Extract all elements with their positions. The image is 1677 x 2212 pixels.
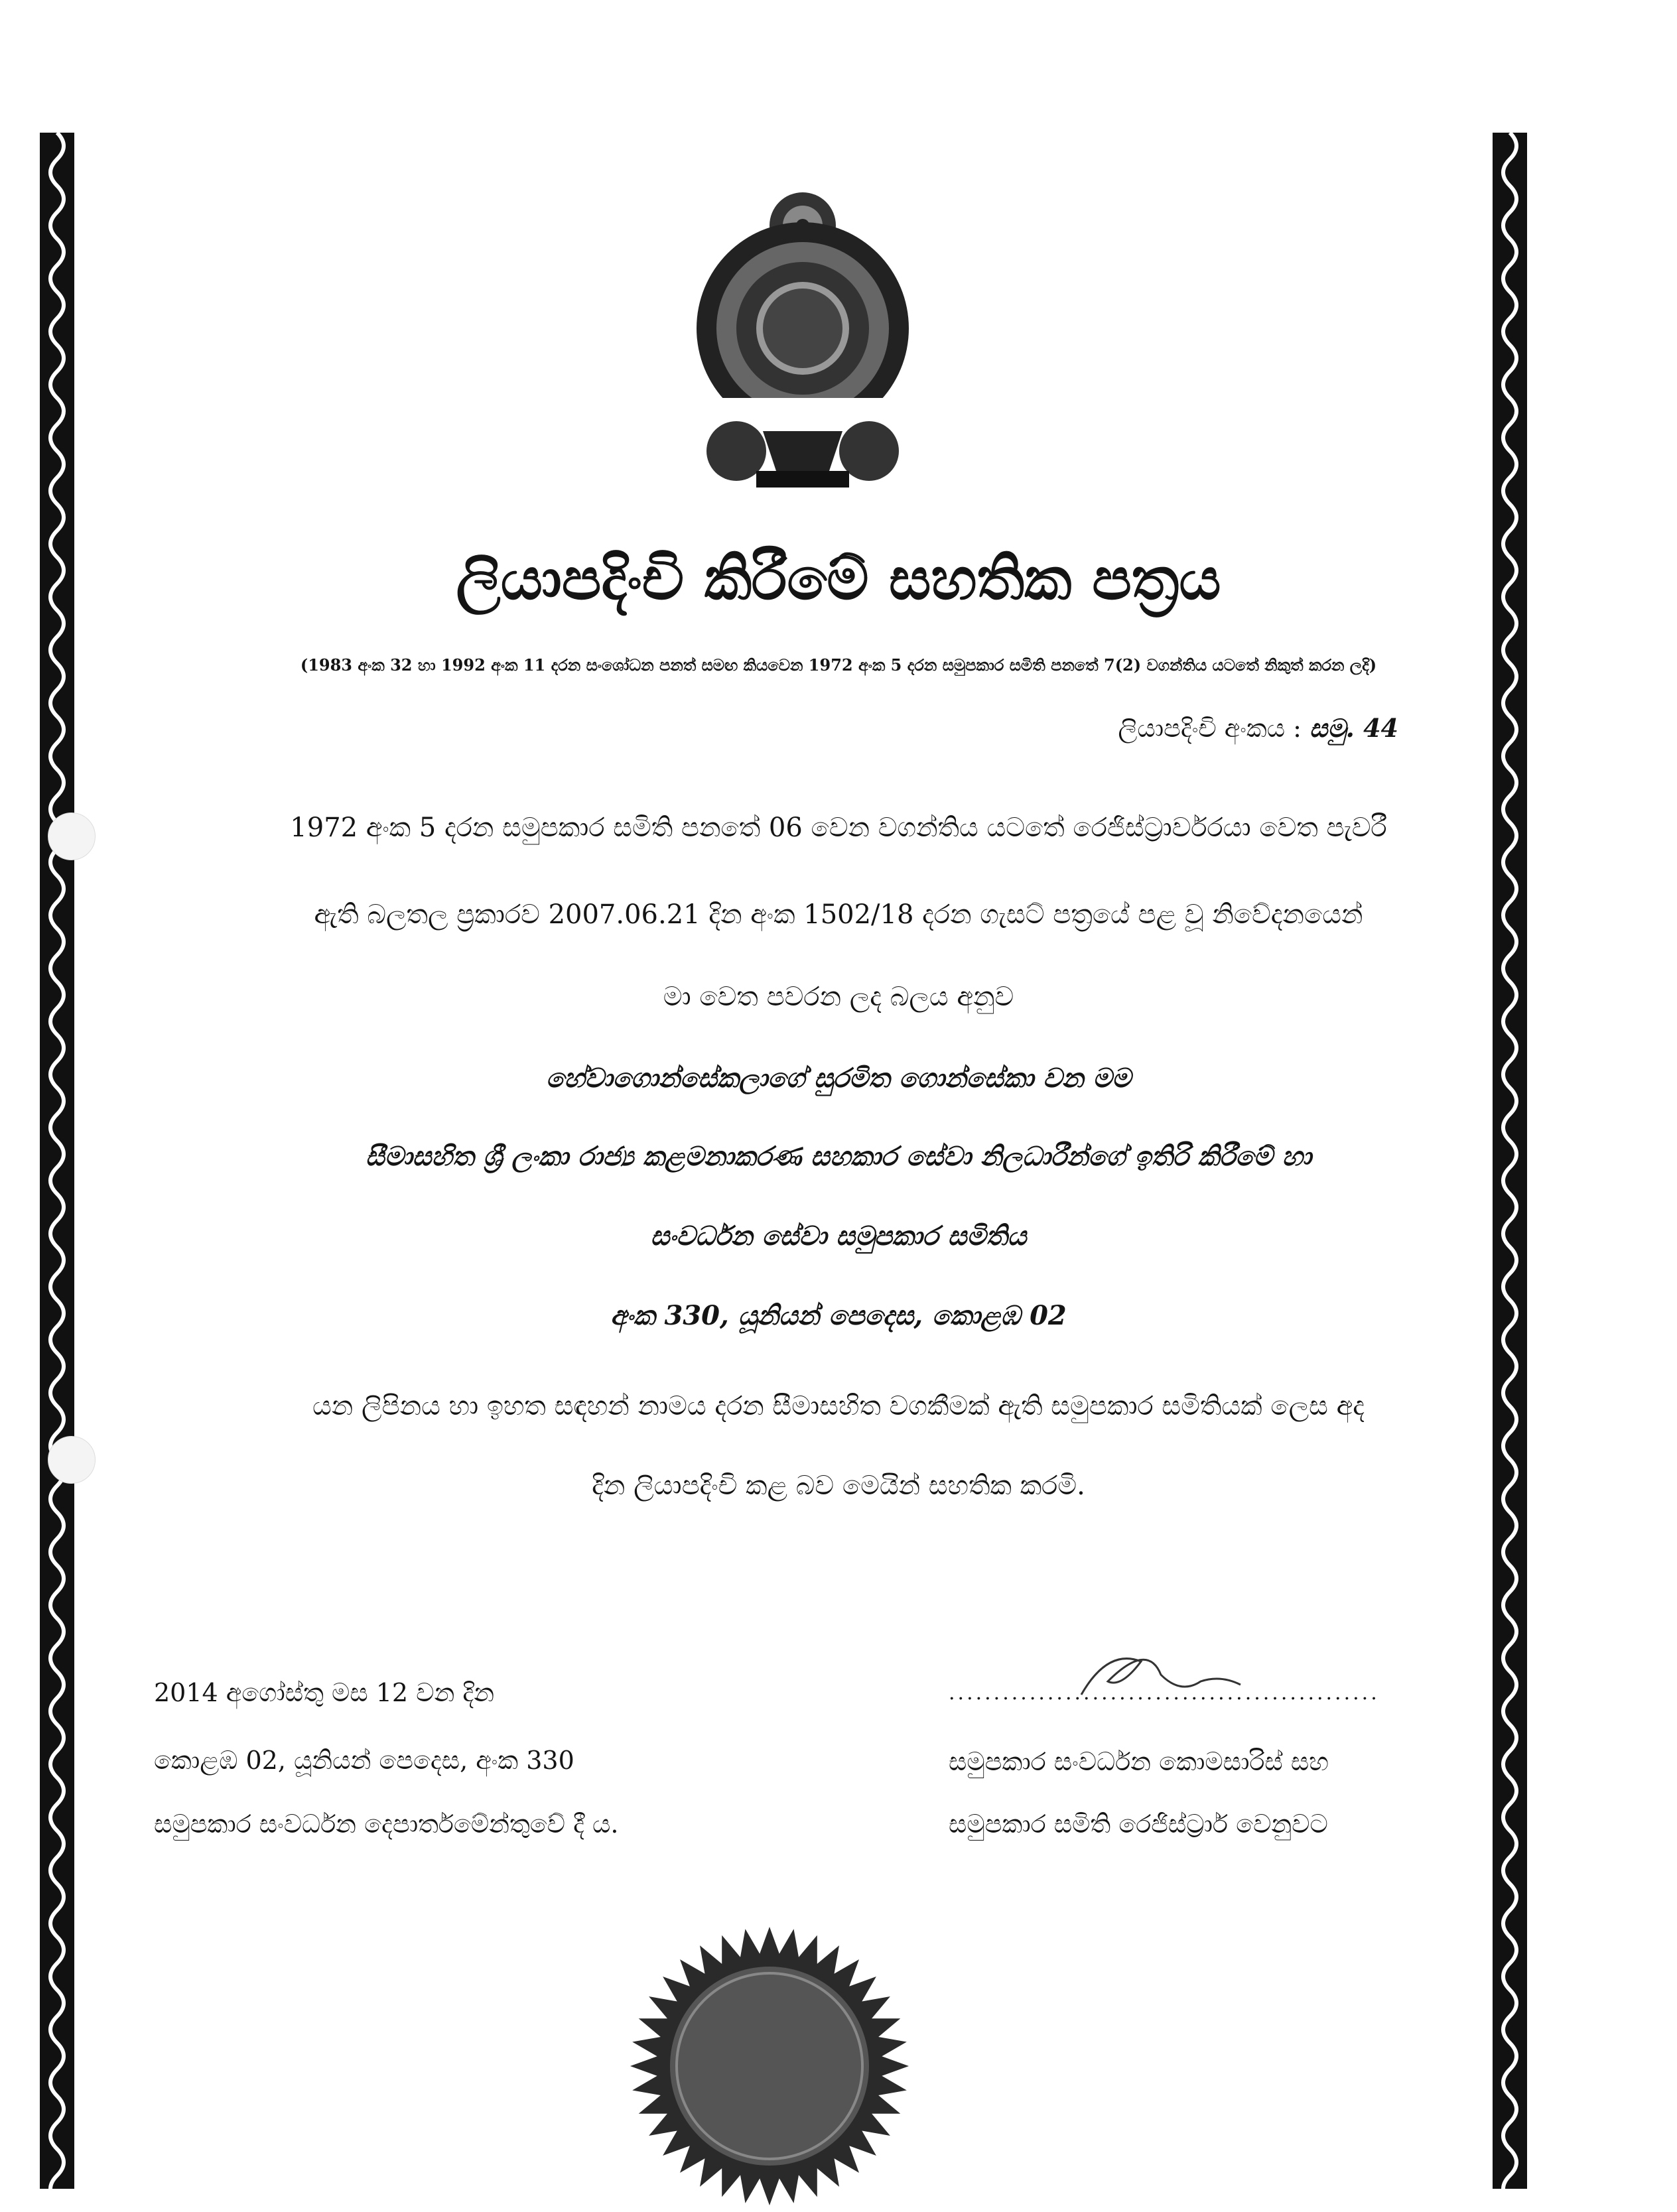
registration-label: ලියාපදිංචි අංකය :	[1118, 714, 1302, 743]
society-name-line-1: සීමාසහිත ශ්‍රී ලංකා රාජ්‍ය කළමනාකරණ සහකාර සේවා නිලධාරීන්ගේ ඉතිරි කිරීමේ හා	[365, 1141, 1312, 1172]
signatory-title: සමුපකාර සංවර්ධන කොමසාරිස් සහ	[949, 1747, 1329, 1776]
certificate-title: ලියාපදිංචි කිරීමේ සහතික පත්‍රය	[456, 544, 1221, 613]
issue-department: සමුපකාර සංවර්ධන දෙපාර්තමේන්තුවේ දී ය.	[154, 1809, 619, 1839]
registration-value: සමු. 44	[1309, 713, 1398, 743]
registration-number	[1118, 713, 1398, 744]
issue-date: 2014 අගෝස්තු මස 12 වන දින	[154, 1678, 495, 1707]
official-seal-icon	[624, 1920, 915, 2212]
certificate-subtitle: (1983 අංක 32 හා 1992 අංක 11 දරන සංශෝධන පනත් සමඟ කියවෙන 1972 අංක 5 දරන සමුපකාර සමිති පනතේ 7(2) වගන්තිය යටතේ නිකුත් කරන ලදි)	[300, 655, 1377, 675]
body-line: ඇති බලතල ප්‍රකාරව 2007.06.21 දින අංක 1502/18 දරන ගැසට් පත්‍රයේ පළ වූ නිවේදනයෙන්	[314, 899, 1363, 930]
society-address: අංක 330, යූනියන් පෙදෙස, කොළඹ 02	[610, 1300, 1067, 1331]
signature-line: ................................................	[949, 1681, 1380, 1705]
body-line: මා වෙත පවරන ලද බලය අනුව	[663, 982, 1014, 1012]
closing-line: දින ලියාපදිංචි කළ බව මෙයින් සහතික කරමි.	[592, 1470, 1085, 1501]
officer-name: හේවාගොන්සේකලාගේ සුරමිත ගොන්සේකා වන මම	[546, 1063, 1131, 1094]
society-name-line-2: සංවර්ධන සේවා සමුපකාර සමිතිය	[650, 1220, 1027, 1252]
closing-line: යන ලිපිනය හා ඉහත සඳහන් නාමය දරන සීමාසහිත වගකීමක් ඇති සමුපකාර සමිතියක් ලෙස අද	[312, 1391, 1365, 1421]
signatory-title: සමුපකාර සමිති රෙජිස්ට්‍රාර් වෙනුවට	[949, 1809, 1328, 1839]
sri-lanka-emblem-icon	[690, 179, 915, 491]
issue-place: කොළඹ 02, යූනියන් පෙදෙස, අංක 330	[154, 1746, 574, 1775]
body-line: 1972 අංක 5 දරන සමුපකාර සමිති පනතේ 06 වෙන වගන්තිය යටතේ රෙජිස්ට්‍රාර්වරයා වෙත පැවරී	[290, 813, 1387, 843]
